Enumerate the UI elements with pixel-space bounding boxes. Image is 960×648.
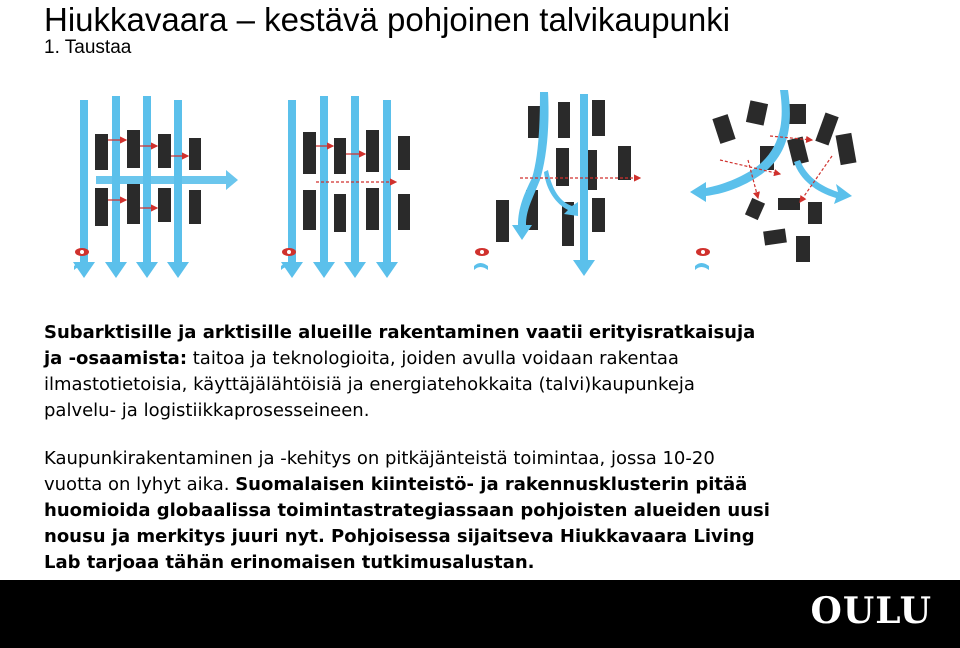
paragraph-1-line-3: ilmastotietoisia, käyttäjälähtöisiä ja energiatehokkaita (talvi)kaupunkeja (44, 374, 695, 395)
paragraph-2-line-1: Kaupunkirakentaminen ja -kehitys on pitkäjänteistä toimintaa, jossa 10-20 (44, 448, 715, 469)
paragraph-2-line-4: nousu ja merkitys juuri nyt. Pohjoisessa sijaitseva Hiukkavaara Living (44, 526, 755, 547)
paragraph-1-line-1: Subarktisille ja arktisille alueille rakentaminen vaatii erityisratkaisuja (44, 322, 756, 343)
eye-icon (75, 248, 710, 256)
oulu-logo: OULU (810, 590, 932, 632)
footer-bar (0, 580, 960, 648)
body-text (44, 320, 944, 576)
page-title: Hiukkavaara – kestävä pohjoinen talvikaupunki (44, 1, 731, 38)
diagram-staggered (496, 92, 640, 276)
paragraph-2-line-5: Lab tarjoaa tähän erinomaisen tutkimusalustan. (44, 552, 535, 573)
diagram-grid-straight (73, 96, 238, 278)
paragraph-1-line-2: ja -osaamista: taitoa ja teknologioita, joiden avulla voidaan rakentaa (44, 348, 679, 369)
paragraph-2-line-3: huomioida globaalissa toimintastrategiassaan pohjoisten alueiden uusi (44, 500, 770, 521)
paragraph-2-line-2: vuotta on lyhyt aika. Suomalaisen kiinteistö- ja rakennusklusterin pitää (44, 474, 748, 495)
urban-wind-diagrams (0, 90, 960, 290)
paragraph-1-line-4: palvelu- ja logistiikkaprosesseineen. (44, 400, 370, 421)
section-subtitle: 1. Taustaa (44, 37, 132, 58)
diagram-irregular (690, 90, 856, 262)
diagram-grid-narrow (281, 96, 410, 278)
